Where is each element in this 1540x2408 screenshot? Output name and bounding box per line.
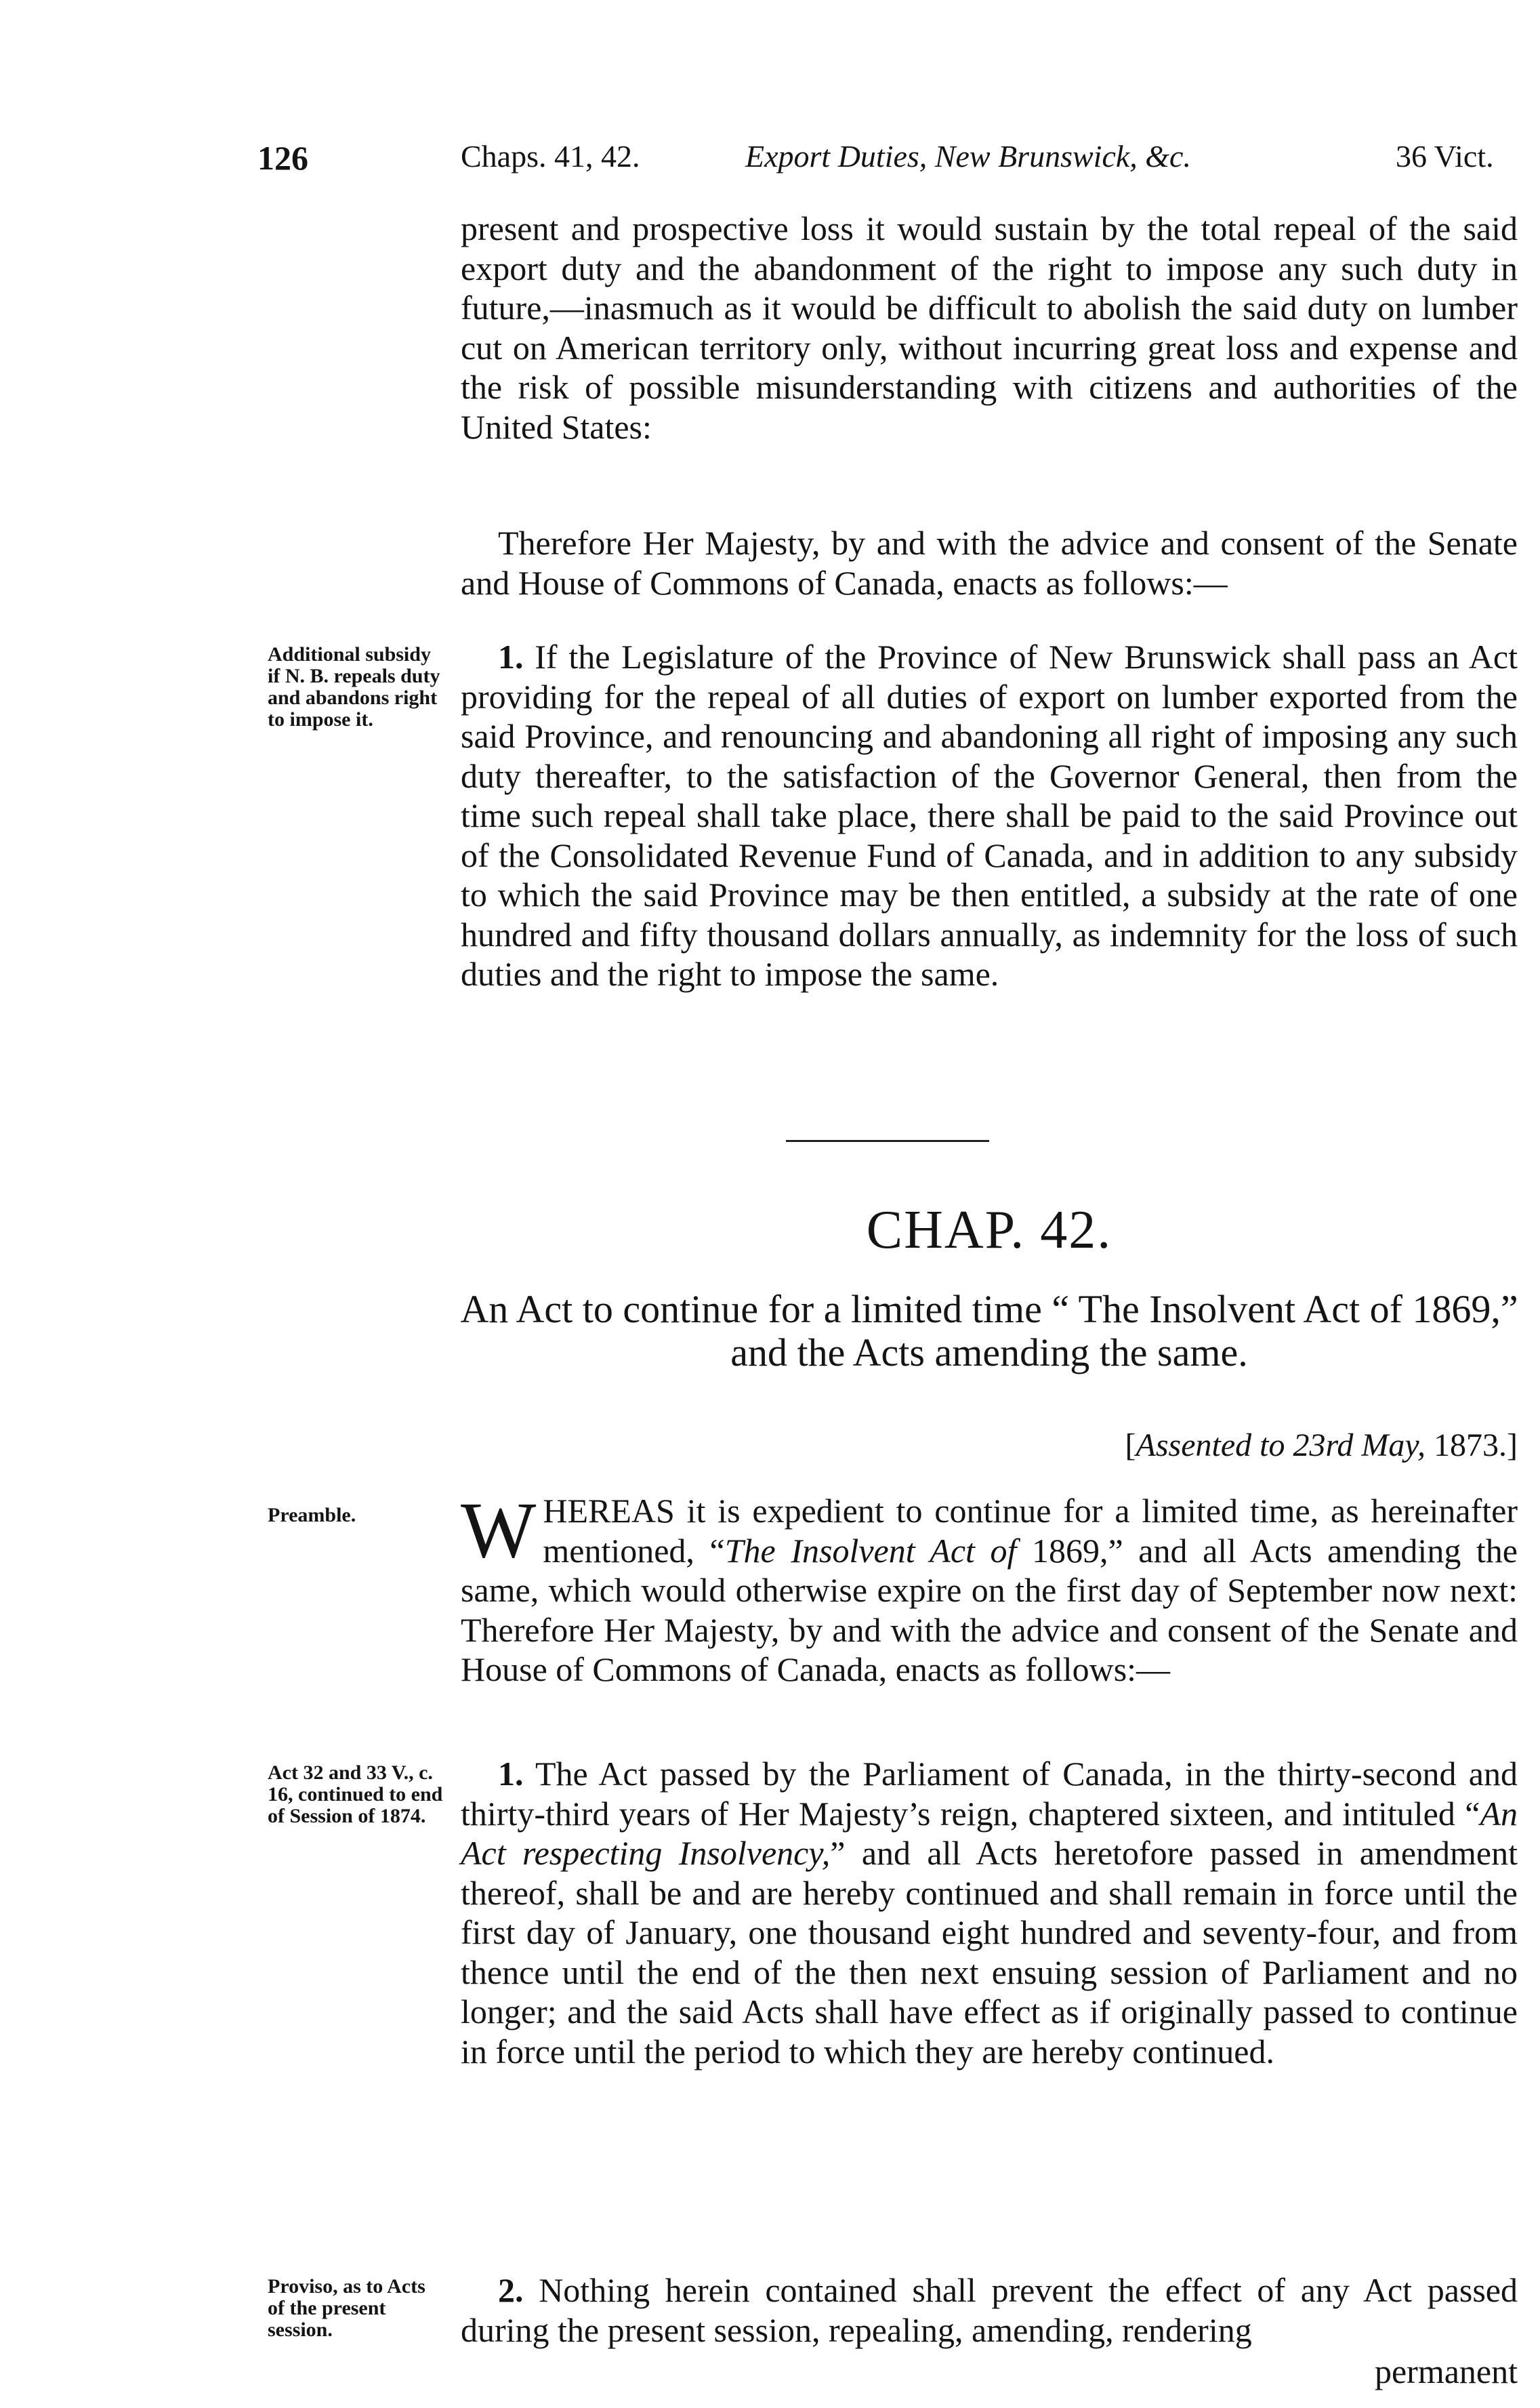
- preamble-act-title: The Insolvent Act of: [724, 1531, 1017, 1570]
- section-text: If the Legislature of the Province of New Brunswick shall pass an Act providing for the repeal of all duties of export on lumber exported from the said Province, and renouncing and abandoning all right of imposing any such duty thereafter, to the satisfaction of the Governor General, then from the time such repeal shall take place, there shall be paid to the said Province out of the Consolidated Revenue Fund of Canada, and in addition to any subsidy to which the said Province may be then entitled, a subsidy at the rate of one hundred and fifty thousand dollars annually, as indemnity for the loss of such duties and the right to impose the same.: [461, 638, 1518, 993]
- running-header: [257, 126, 1524, 187]
- drop-cap: W: [461, 1486, 537, 1574]
- section-text: Nothing herein contained shall prevent the effect of any Act passed during the present session, repealing, amending, rendering: [461, 2271, 1518, 2349]
- section-1-ch41: [461, 637, 1518, 994]
- section-text-1: The Act passed by the Parliament of Canada, in the thirty-second and thirty-third years of Her Majesty’s reign, chaptered sixteen, and intituled “: [461, 1755, 1518, 1833]
- assent-text: Assented to 23rd May,: [1136, 1427, 1426, 1463]
- enacting-clause: Therefore Her Majesty, by and with the advice and consent of the Senate and House of Commons of Canada, enacts as follows:—: [461, 524, 1518, 602]
- preamble-paragraph: [461, 1486, 1518, 1690]
- page-number: 126: [257, 139, 308, 177]
- margin-note-subsidy: Additional subsidy if N. B. repeals duty and abandons right to impose it.: [268, 643, 440, 731]
- preamble-text-1: HEREAS it is expedient to continue for a limited time, as hereinafter mentioned, “: [543, 1492, 1518, 1570]
- margin-note-preamble: Preamble.: [268, 1504, 356, 1526]
- continued-paragraph: present and prospective loss it would sustain by the total repeal of the said export duty and the abandonment of the right to impose any such duty in future,—inasmuch as it would be difficult to abolish the said duty on lumber cut on American territory only, without incurring great loss and expense and the risk of possible misunderstanding with citizens and authorities of the United States:: [461, 209, 1518, 446]
- margin-note-continuation: Act 32 and 33 V., c. 16, continued to end of Session of 1874.: [268, 1761, 443, 1827]
- section-act-title: An Act respecting Insolvency,: [461, 1794, 1518, 1872]
- section-2-ch42: [461, 2270, 1518, 2350]
- catchword: permanent: [1374, 2352, 1518, 2390]
- act-title: An Act to continue for a limited time “ The Insolvent Act of 1869,” and the Acts amending the same.: [460, 1287, 1518, 1374]
- margin-note-proviso: Proviso, as to Acts of the present session.: [268, 2275, 425, 2341]
- section-divider: [786, 1140, 989, 1142]
- regnal-year: 36 Vict.: [1396, 139, 1494, 174]
- assent-year: 1873.: [1434, 1427, 1507, 1463]
- section-number: 2.: [498, 2271, 524, 2309]
- chapter-reference: Chaps. 41, 42.: [461, 139, 640, 174]
- section-text-2: ” and all Acts heretofore passed in amendment thereof, shall be and are hereby continued and shall remain in force until the first day of January, one thousand eight hundred and seventy-four, and from thence until the end of the then next ensuing session of Parliament and no longer; and the said Acts shall have effect as if originally passed to continue in force until the period to which they are hereby continued.: [461, 1834, 1518, 2070]
- chapter-heading: CHAP. 42.: [866, 1200, 1112, 1260]
- section-number: 1.: [498, 638, 524, 676]
- assent-date: [Assented to 23rd May, 1873.]: [1125, 1427, 1518, 1463]
- section-1-ch42: [461, 1754, 1518, 2071]
- running-title: Export Duties, New Brunswick, &c.: [745, 139, 1191, 174]
- section-number: 1.: [498, 1755, 524, 1793]
- preamble-text-2: 1869,” and all Acts amending the same, which would otherwise expire on the first day of September now next: Therefore Her Majesty, by and with the advice and consent of the Senate and House of Commons of Canada, enacts as follows:—: [461, 1531, 1518, 1688]
